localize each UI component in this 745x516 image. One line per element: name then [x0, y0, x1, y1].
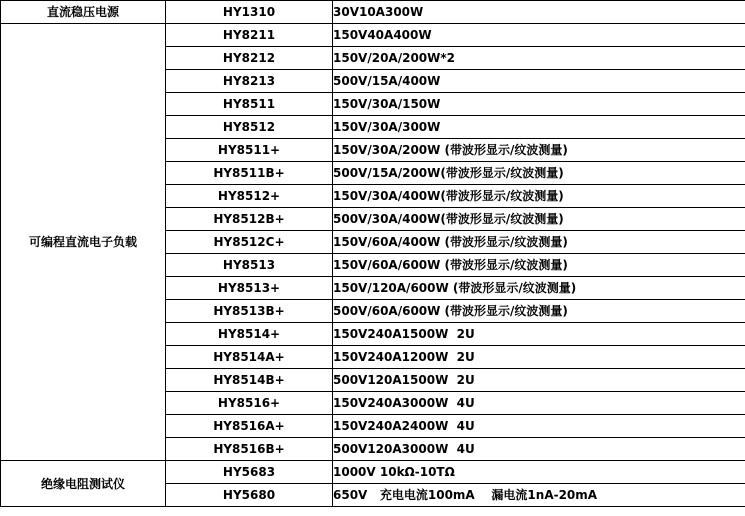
model-cell: HY8511+	[166, 139, 333, 162]
spec-cell: 30V10A300W	[333, 1, 745, 24]
spec-cell: 150V/60A/600W (带波形显示/纹波测量)	[333, 254, 745, 277]
spec-cell: 150V240A1200W 2U	[333, 346, 745, 369]
model-cell: HY8514A+	[166, 346, 333, 369]
model-cell: HY8512C+	[166, 231, 333, 254]
model-cell: HY8212	[166, 47, 333, 70]
model-cell: HY8513+	[166, 277, 333, 300]
table-row	[1, 24, 745, 47]
spec-cell: 500V120A1500W 2U	[333, 369, 745, 392]
model-cell: HY1310	[166, 1, 333, 24]
spec-cell: 150V240A3000W 4U	[333, 392, 745, 415]
model-cell: HY8512	[166, 116, 333, 139]
spec-cell: 500V/60A/600W (带波形显示/纹波测量)	[333, 300, 745, 323]
model-cell: HY8211	[166, 24, 333, 47]
model-cell: HY5683	[166, 461, 333, 484]
spec-cell: 500V/15A/200W(带波形显示/纹波测量)	[333, 162, 745, 185]
category-cell: 绝缘电阻测试仪	[1, 461, 166, 507]
product-spec-table-body	[1, 1, 745, 507]
model-cell: HY8516+	[166, 392, 333, 415]
table-row	[1, 1, 745, 24]
spec-cell: 150V/120A/600W (带波形显示/纹波测量)	[333, 277, 745, 300]
spec-cell: 650V 充电电流100mA 漏电流1nA-20mA	[333, 484, 745, 507]
spec-cell: 150V/20A/200W*2	[333, 47, 745, 70]
model-cell: HY8511	[166, 93, 333, 116]
model-cell: HY8516B+	[166, 438, 333, 461]
model-cell: HY8512B+	[166, 208, 333, 231]
model-cell: HY8516A+	[166, 415, 333, 438]
model-cell: HY8513B+	[166, 300, 333, 323]
spec-cell: 500V/15A/400W	[333, 70, 745, 93]
spec-cell: 500V/30A/400W(带波形显示/纹波测量)	[333, 208, 745, 231]
model-cell: HY8512+	[166, 185, 333, 208]
spec-cell: 150V/60A/400W (带波形显示/纹波测量)	[333, 231, 745, 254]
spec-cell: 150V/30A/300W	[333, 116, 745, 139]
model-cell: HY5680	[166, 484, 333, 507]
category-cell: 可编程直流电子负载	[1, 24, 166, 461]
spec-cell: 150V/30A/400W(带波形显示/纹波测量)	[333, 185, 745, 208]
model-cell: HY8213	[166, 70, 333, 93]
spec-cell: 1000V 10kΩ-10TΩ	[333, 461, 745, 484]
model-cell: HY8514+	[166, 323, 333, 346]
spec-cell: 150V240A2400W 4U	[333, 415, 745, 438]
spec-cell: 150V40A400W	[333, 24, 745, 47]
category-cell: 直流稳压电源	[1, 1, 166, 24]
spec-cell: 500V120A3000W 4U	[333, 438, 745, 461]
model-cell: HY8514B+	[166, 369, 333, 392]
model-cell: HY8513	[166, 254, 333, 277]
table-row	[1, 461, 745, 484]
model-cell: HY8511B+	[166, 162, 333, 185]
spec-cell: 150V/30A/150W	[333, 93, 745, 116]
spec-cell: 150V/30A/200W (带波形显示/纹波测量)	[333, 139, 745, 162]
spec-cell: 150V240A1500W 2U	[333, 323, 745, 346]
